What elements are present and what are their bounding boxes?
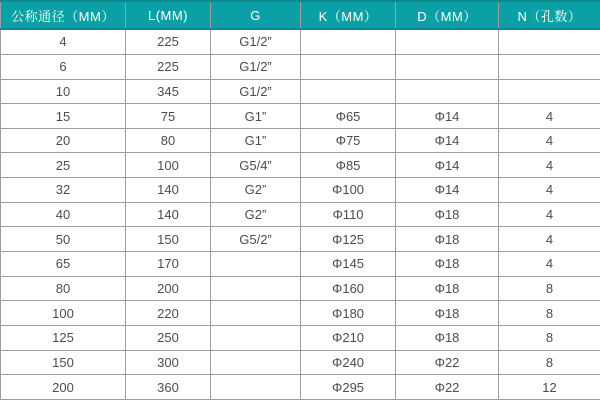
table-cell: Φ14	[396, 153, 499, 178]
table-cell: 75	[126, 104, 211, 129]
table-cell: 200	[1, 375, 126, 400]
table-cell: Φ14	[396, 178, 499, 203]
table-cell: 6	[1, 54, 126, 79]
table-header-row	[1, 1, 600, 29]
table-cell	[499, 29, 600, 54]
table-cell: 225	[126, 29, 211, 54]
table-cell: 40	[1, 202, 126, 227]
table-cell	[396, 79, 499, 104]
table-cell: Φ160	[301, 276, 396, 301]
table-cell: Φ75	[301, 128, 396, 153]
table-cell: 150	[126, 227, 211, 252]
table-cell: Φ18	[396, 301, 499, 326]
table-cell: Φ18	[396, 252, 499, 277]
table-cell: 10	[1, 79, 126, 104]
table-cell: Φ110	[301, 202, 396, 227]
table-cell	[499, 54, 600, 79]
table-cell: 25	[1, 153, 126, 178]
column-header: G	[211, 1, 301, 29]
table-cell: Φ65	[301, 104, 396, 129]
table-cell: 8	[499, 276, 600, 301]
table-cell: Φ100	[301, 178, 396, 203]
table-cell: 100	[1, 301, 126, 326]
table-cell: Φ22	[396, 350, 499, 375]
table-cell: 8	[499, 350, 600, 375]
table-cell: Φ18	[396, 325, 499, 350]
table-cell: 65	[1, 252, 126, 277]
table-cell: G1/2”	[211, 54, 301, 79]
table-cell: 80	[1, 276, 126, 301]
table-row	[1, 128, 600, 153]
table-cell: 32	[1, 178, 126, 203]
table-cell	[211, 301, 301, 326]
table-cell: 4	[499, 202, 600, 227]
table-cell: 4	[499, 178, 600, 203]
table-row	[1, 375, 600, 400]
table-cell: G5/4”	[211, 153, 301, 178]
table-cell: G5/2”	[211, 227, 301, 252]
table-cell: 345	[126, 79, 211, 104]
table-cell: 50	[1, 227, 126, 252]
table-cell: G1”	[211, 104, 301, 129]
table-row	[1, 79, 600, 104]
table-cell	[301, 79, 396, 104]
table-row	[1, 276, 600, 301]
table-cell: Φ240	[301, 350, 396, 375]
table-row	[1, 325, 600, 350]
table-cell: 8	[499, 301, 600, 326]
table-cell: 360	[126, 375, 211, 400]
table-cell: Φ18	[396, 227, 499, 252]
table-cell: G2”	[211, 178, 301, 203]
table-cell: Φ18	[396, 202, 499, 227]
table-cell	[211, 350, 301, 375]
table-cell: G1”	[211, 128, 301, 153]
table-cell: Φ14	[396, 128, 499, 153]
column-header: K（MM）	[301, 1, 396, 29]
table-cell: 20	[1, 128, 126, 153]
table-row	[1, 350, 600, 375]
table-cell: 8	[499, 325, 600, 350]
table-cell	[499, 79, 600, 104]
table-row	[1, 178, 600, 203]
table-cell: 80	[126, 128, 211, 153]
table-cell: 4	[499, 128, 600, 153]
table-cell: 170	[126, 252, 211, 277]
table-cell: 12	[499, 375, 600, 400]
table-cell: Φ14	[396, 104, 499, 129]
table-row	[1, 153, 600, 178]
table-cell: 300	[126, 350, 211, 375]
table-cell: Φ145	[301, 252, 396, 277]
table-row	[1, 301, 600, 326]
table-row	[1, 54, 600, 79]
table-cell: 4	[499, 153, 600, 178]
table-row	[1, 29, 600, 54]
table-cell: G2”	[211, 202, 301, 227]
table-cell: 15	[1, 104, 126, 129]
table-cell	[301, 29, 396, 54]
table-cell: 4	[1, 29, 126, 54]
table-cell	[211, 325, 301, 350]
table-cell: G1/2”	[211, 29, 301, 54]
column-header: N（孔数）	[499, 1, 600, 29]
table-cell: 150	[1, 350, 126, 375]
table-cell: 4	[499, 104, 600, 129]
column-header: 公称通径（MM）	[1, 1, 126, 29]
table-cell: Φ210	[301, 325, 396, 350]
table-cell: 100	[126, 153, 211, 178]
column-header: D（MM）	[396, 1, 499, 29]
table-cell: 125	[1, 325, 126, 350]
table-cell: 4	[499, 227, 600, 252]
table-cell: Φ85	[301, 153, 396, 178]
table-cell: 220	[126, 301, 211, 326]
table-row	[1, 202, 600, 227]
table-cell	[396, 54, 499, 79]
table-row	[1, 104, 600, 129]
table-cell: G1/2”	[211, 79, 301, 104]
table-cell: 140	[126, 202, 211, 227]
table-cell	[211, 375, 301, 400]
table-cell: 200	[126, 276, 211, 301]
table-cell: 140	[126, 178, 211, 203]
table-cell: 250	[126, 325, 211, 350]
table-cell	[301, 54, 396, 79]
table-cell	[396, 29, 499, 54]
table-cell	[211, 252, 301, 277]
table-cell: Φ295	[301, 375, 396, 400]
table-cell: Φ180	[301, 301, 396, 326]
column-header: L(MM)	[126, 1, 211, 29]
table-row	[1, 227, 600, 252]
table-cell: 4	[499, 252, 600, 277]
table-cell: Φ22	[396, 375, 499, 400]
table-row	[1, 252, 600, 277]
table-cell: Φ18	[396, 276, 499, 301]
table-cell: Φ125	[301, 227, 396, 252]
table-cell	[211, 276, 301, 301]
table-cell: 225	[126, 54, 211, 79]
